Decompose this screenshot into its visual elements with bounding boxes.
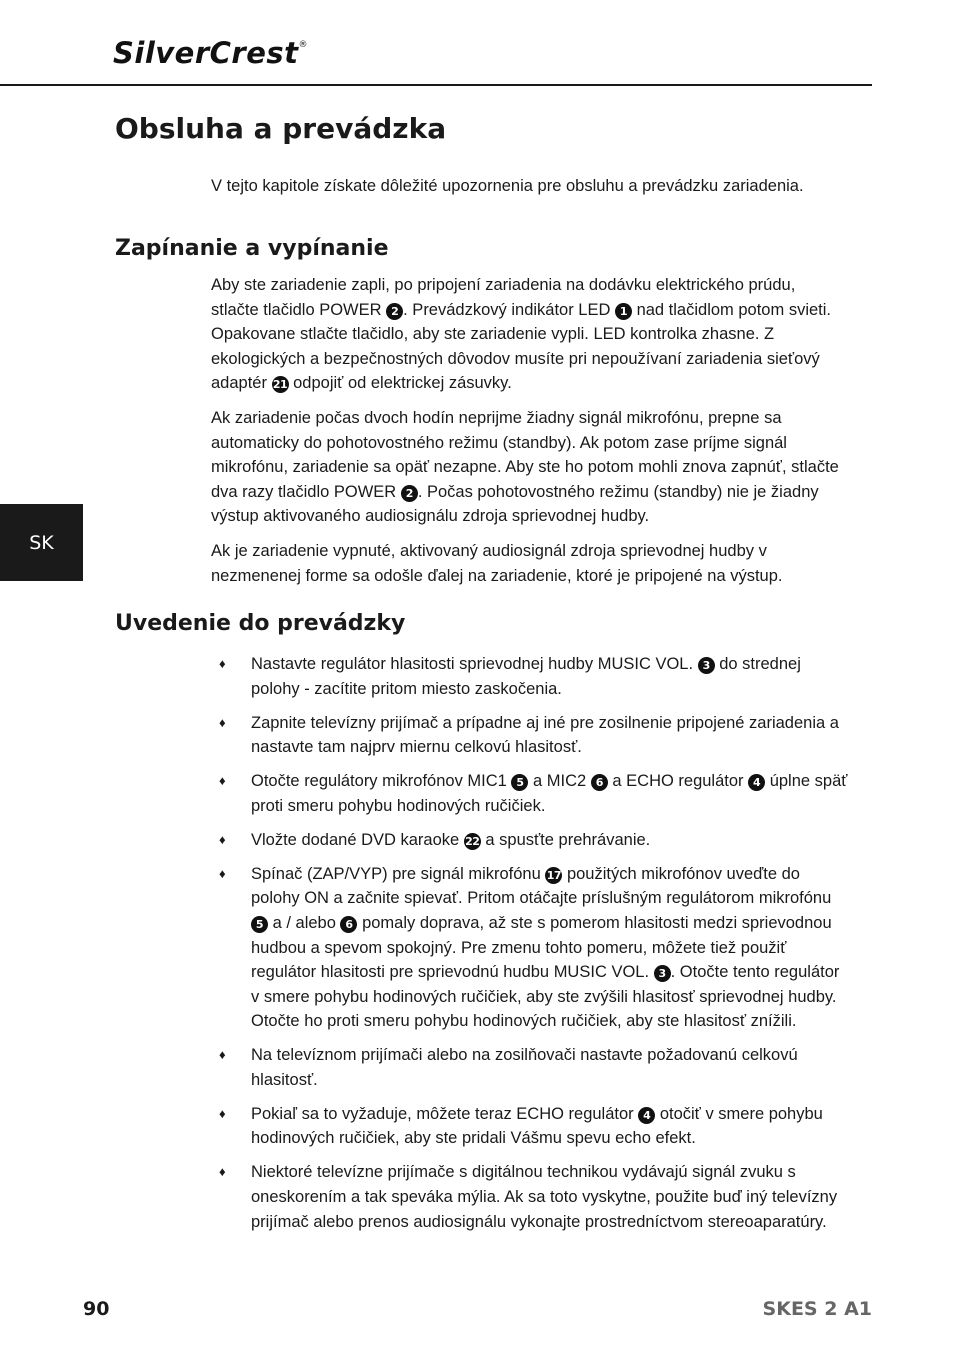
ref-number-2: 2	[386, 303, 403, 320]
ref-number-22: 22	[465, 834, 480, 848]
list-item: ♦ Vložte dodané DVD karaoke 22 a spusťte prehrávanie.	[211, 828, 851, 853]
list-item: ♦ Nastavte regulátor hlasitosti sprievodnej hudby MUSIC VOL. 3 do strednej polohy - zacítite pritom miesto zaskočenia.	[211, 652, 851, 701]
list-item: ♦ Spínač (ZAP/VYP) pre signál mikrofónu 17 použitých mikrofónov uveďte do polohy ON a začnite spievať. Pritom otáčajte príslušným regulátorom mikrofónu 5 a / alebo 6 pomaly doprava, až ste s pomerom hlasitosti medzi sprievodnou hudbou a spevom spokojný. Pre zmenu tohto pomeru, môžete tiež použiť regulátor hlasitosti pre sprievodnú hudbu MUSIC VOL. 3 . Otočte tento regulátor v smere pohybu hodinových ručičiek, aby ste zvýšili hlasitosť sprievodnej hudby. Otočte ho proti smeru pohybu hodinových ručičiek, aby ste hlasitosť znížili.	[211, 862, 851, 1034]
section1-paragraph-1: Aby ste zariadenie zapli, po pripojení zariadenia na dodávku elektrického prúdu, stlačte tlačidlo POWER 2 . Prevádzkový indikátor LED 1 nad tlačidlom potom svieti. Opakovane stlačte tlačidlo, aby ste zariadenie vypli. LED kontrolka zhasne. Z ekologických a bezpečnostných dôvodov musíte pri nepoužívaní zariadenia sieťový adaptér 21 odpojiť od elektrickej zásuvky.	[211, 276, 831, 393]
ref-number-4: 4	[748, 774, 765, 791]
page-title: Obsluha a prevádzka	[115, 112, 447, 145]
silvercrest-logo: SilverCrest®	[113, 36, 309, 70]
intro-paragraph: V tejto kapitole získate dôležité upozornenia pre obsluhu a prevádzku zariadenia.	[211, 177, 804, 195]
ref-number-17: 17	[546, 868, 562, 882]
ref-number-6: 6	[591, 774, 608, 791]
model-number: SKES 2 A1	[762, 1298, 872, 1320]
ref-number-2: 2	[401, 485, 418, 502]
page-number: 90	[83, 1298, 110, 1320]
ref-number-5: 5	[511, 774, 528, 791]
list-item: ♦ Zapnite televízny prijímač a prípadne aj iné pre zosilnenie pripojené zariadenia a nastavte tam najprv miernu celkovú hlasitosť.	[211, 711, 851, 760]
header-rule	[0, 84, 872, 86]
ref-number-3: 3	[654, 965, 671, 982]
list-item: ♦ Pokiaľ sa to vyžaduje, môžete teraz ECHO regulátor 4 otočiť v smere pohybu hodinových ručičiek, aby ste pridali Vášmu spevu echo efekt.	[211, 1102, 851, 1151]
list-item: ♦ Otočte regulátory mikrofónov MIC1 5 a MIC2 6 a ECHO regulátor 4 úplne späť proti smeru pohybu hodinových ručičiek.	[211, 769, 851, 818]
diamond-bullet-icon: ♦	[219, 1105, 226, 1121]
diamond-bullet-icon: ♦	[219, 656, 226, 671]
diamond-bullet-icon: ♦	[219, 714, 226, 730]
ref-number-6: 6	[340, 916, 357, 933]
section1-paragraph-2: Ak zariadenie počas dvoch hodín neprijme žiadny signál mikrofónu, prepne sa automaticky do pohotovostného režimu (standby). Ak potom zase príjme signál mikrofónu, zariadenie sa opäť nezapne. Aby ste ho potom mohli znova zapnúť, stlačte dva razy tlačidlo POWER 2 . Počas pohotovostného režimu (standby) nie je žiadny výstup aktivovaného audiosignálu zdroja sprievodnej hudby.	[211, 409, 839, 526]
diamond-bullet-icon: ♦	[219, 1164, 226, 1180]
ref-number-3: 3	[698, 657, 715, 674]
diamond-bullet-icon: ♦	[219, 865, 226, 881]
list-item: ♦ Niektoré televízne prijímače s digitálnou technikou vydávajú signál zvuku s oneskorením a tak speváka mýlia. Ak sa toto vyskytne, použite buď iný televízny prijímač alebo prenos audiosignálu vykonajte prostredníctvom stereoaparatúry.	[211, 1160, 851, 1234]
ref-number-21: 21	[272, 378, 288, 392]
ref-number-5: 5	[251, 916, 268, 933]
ref-number-1: 1	[615, 303, 632, 320]
ref-number-4: 4	[638, 1107, 655, 1124]
diamond-bullet-icon: ♦	[219, 1047, 226, 1063]
section1-paragraph-3: Ak je zariadenie vypnuté, aktivovaný audiosignál zdroja sprievodnej hudby v nezmenenej forme sa odošle ďalej na zariadenie, ktoré je pripojené na výstup.	[211, 542, 783, 585]
diamond-bullet-icon: ♦	[219, 773, 226, 789]
instruction-list	[211, 652, 851, 1244]
language-tab-sk: SK	[0, 504, 83, 581]
section-heading-zapinanie: Zapínanie a vypínanie	[115, 236, 389, 261]
diamond-bullet-icon: ♦	[219, 831, 226, 847]
section-heading-uvedenie: Uvedenie do prevádzky	[115, 611, 406, 636]
list-item: ♦ Na televíznom prijímači alebo na zosilňovači nastavte požadovanú celkovú hlasitosť.	[211, 1043, 851, 1092]
